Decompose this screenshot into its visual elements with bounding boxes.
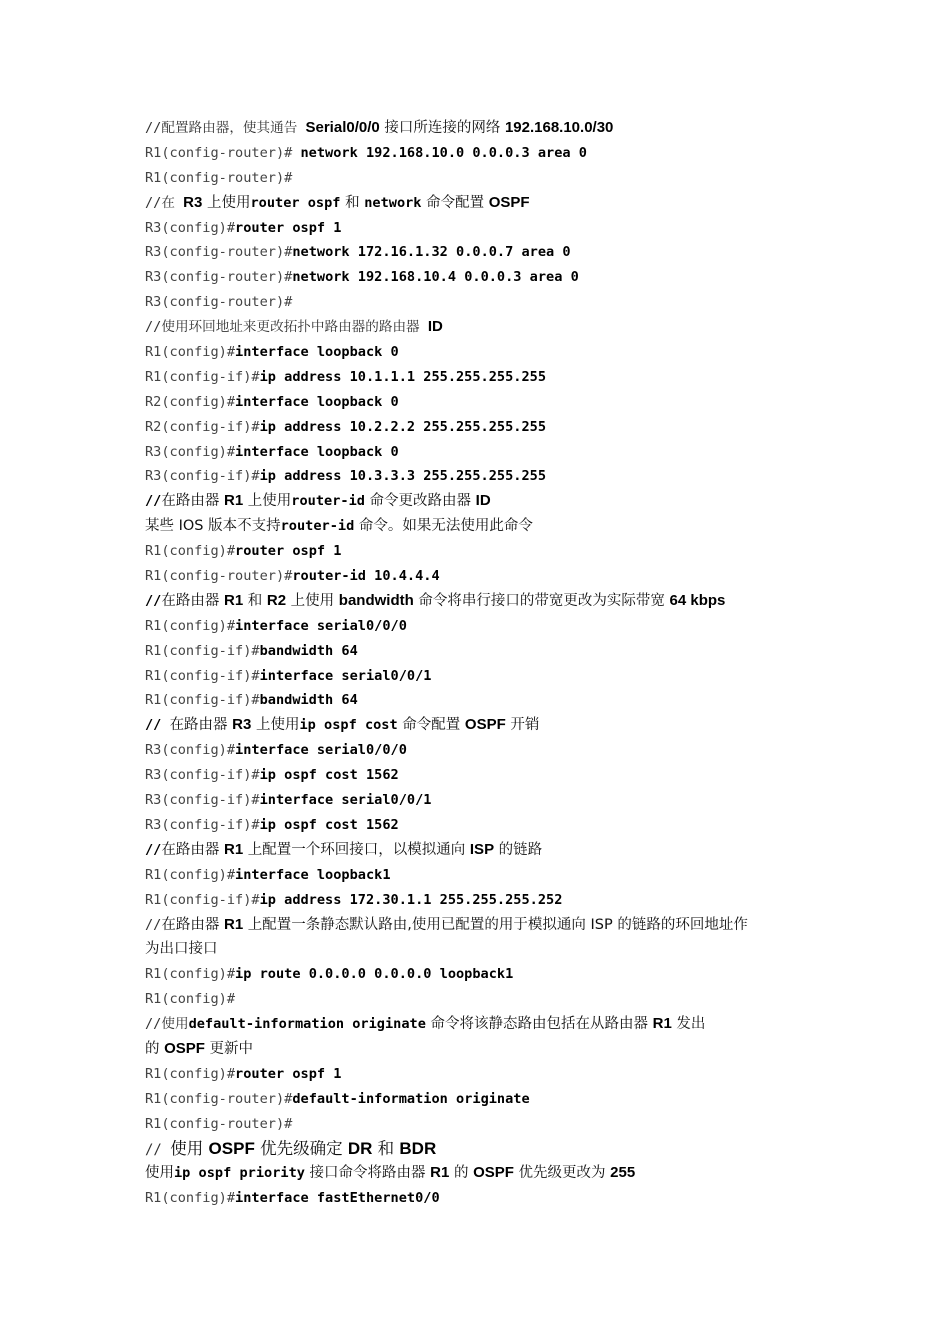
doc-line [145,1062,815,1087]
cli-command: ip address 10.2.2.2 255.255.255.255 [259,418,547,435]
doc-line [145,1161,815,1186]
text: 上使用 [251,717,300,734]
cli-prompt: R1(config)# [145,1190,236,1207]
doc-line [145,713,815,738]
bold-term: OSPF [473,1164,514,1182]
cli-command: network 172.16.1.32 0.0.0.7 area 0 [292,244,571,261]
doc-line [145,166,815,191]
bold-term: 64 kbps [669,591,726,609]
text: 的 [449,1165,474,1182]
text: 在路由器 [161,493,224,510]
comment-marker: // [145,717,170,734]
doc-line [145,962,815,987]
doc-line [145,838,815,863]
bold-term: OSPF [164,1039,205,1057]
bold-term: ID [475,492,491,510]
text: 上使用 [202,194,251,211]
bold-term: R3 [232,716,252,734]
doc-line [145,415,815,440]
doc-line [145,589,815,614]
cli-prompt: R1(config-if)# [145,368,260,385]
cli-prompt: R3(config-if)# [145,468,260,485]
bold-term: R1 [223,492,244,510]
cli-command: interface fastEthernet0/0 [235,1190,440,1207]
cli-prompt: R1(config-router)# [145,568,293,585]
comment-text: // [145,1141,171,1158]
cli-prompt: R1(config)# [145,543,236,560]
cli-command: network 192.168.10.4 0.0.0.3 area 0 [292,269,579,286]
doc-line [145,340,815,365]
text: 和 [340,194,365,211]
cli-command: router-id [291,493,365,510]
cli-prompt: R3(config-if)# [145,792,260,809]
doc-line [145,614,815,639]
cli-command: network 192.168.10.0 0.0.0.3 area 0 [300,144,587,161]
cli-prompt: R1(config)# [145,866,236,883]
text: 命令将该静态路由包括在从路由器 [425,1016,653,1033]
cli-prompt: R3(config-if)# [145,816,260,833]
cli-prompt: R1(config)# [145,991,236,1008]
cli-prompt: R3(config-if)# [145,767,260,784]
cli-prompt: R1(config-router)# [145,169,293,186]
bold-term: R1 [223,840,244,858]
bold-term: R3 [183,193,203,211]
cli-command: network [364,194,422,211]
doc-line [145,763,815,788]
cli-prompt: R1(config)# [145,1065,236,1082]
doc-line [145,191,815,216]
cli-command: ip route 0.0.0.0 0.0.0.0 loopback1 [235,966,514,983]
text: 使用 [170,1138,209,1158]
text: 接口所连接的网络 [379,120,505,136]
cli-command: ip ospf cost 1562 [259,767,399,784]
text: 命令更改路由器 [364,493,476,510]
cli-prompt: R1(config-router)# [145,1090,293,1107]
doc-line [145,639,815,664]
comment-marker: // [145,493,162,510]
doc-line [145,1012,815,1037]
doc-line [145,290,815,315]
doc-line [145,888,815,913]
cli-prompt: R1(config)# [145,966,236,983]
text: 某些 IOS 版本不支持 [145,518,281,535]
cli-prompt: R2(config)# [145,393,236,410]
text: 命令。如果无法使用此命令 [354,518,533,535]
doc-line [145,141,815,166]
bold-term: 255 [610,1164,636,1182]
bold-term: ID [427,318,443,336]
bold-term: BDR [399,1138,437,1158]
doc-line [145,738,815,763]
cli-command: interface serial0/0/1 [259,792,432,809]
comment-text: //使用 [145,1016,189,1033]
doc-line [145,564,815,589]
doc-line [145,116,815,141]
doc-line [145,788,815,813]
text: 优先级更改为 [513,1165,611,1182]
bold-term: ISP [469,840,495,858]
cli-prompt: R1(config-if)# [145,642,260,659]
doc-line [145,1087,815,1112]
cli-prompt: R2(config-if)# [145,418,260,435]
cli-command: bandwidth 64 [259,642,358,659]
comment-text: //使用环回地址来更改拓扑中路由器的路由器 [145,319,428,336]
comment-text: // [145,916,162,933]
bold-term: bandwidth [338,591,414,609]
cli-prompt: R3(config-router)# [145,244,293,261]
cli-prompt: R1(config-if)# [145,667,260,684]
document-page [145,116,815,1211]
text: 发出 [671,1016,706,1033]
doc-line [145,987,815,1012]
cli-command: interface loopback 0 [235,393,399,410]
comment-text: //在 [145,194,184,211]
cli-command: bandwidth 64 [259,692,358,709]
comment-marker: // [145,592,162,609]
cli-command: router ospf 1 [235,543,342,560]
doc-line [145,664,815,689]
cli-command: ip address 10.1.1.1 255.255.255.255 [259,368,547,385]
doc-line [145,514,815,539]
text: 和 [372,1138,400,1158]
bold-term: R1 [223,591,244,609]
cli-command: interface serial0/0/1 [259,667,432,684]
comment-text: //配置路由器，使其通告 [145,120,306,136]
cli-command: interface loopback 0 [235,344,399,361]
cli-prompt: R3(config)# [145,742,236,759]
doc-line [145,813,815,838]
cli-command: ip ospf cost 1562 [259,816,399,833]
cli-command: default-information originate [188,1016,426,1033]
cli-prompt: R3(config)# [145,443,236,460]
cli-prompt: R1(config-router)# [145,1115,293,1132]
bold-term: R2 [266,591,287,609]
cli-command: interface serial0/0/0 [235,742,407,759]
text: 命令将串行接口的带宽更改为实际带宽 [413,592,670,609]
text: 在路由器 [161,916,224,933]
text: 使用 [145,1165,174,1182]
bold-term: R1 [652,1015,672,1033]
text: 命令配置 [397,717,465,734]
cli-command: default-information originate [292,1090,530,1107]
text: 的 [145,1040,165,1057]
doc-line [145,440,815,465]
cli-command: router-id [280,518,355,535]
bold-term: 192.168.10.0/30 [504,119,614,136]
doc-line [145,1112,815,1137]
doc-line [145,464,815,489]
cli-command: router ospf [250,194,341,211]
doc-line [145,365,815,390]
doc-line [145,390,815,415]
cli-command: interface loopback1 [235,866,391,883]
doc-line [145,216,815,241]
text: 上配置一条静态默认路由,使用已配置的用于模拟通向 ISP 的链路的环回地址作 [243,916,748,933]
text: 命令配置 [421,194,489,211]
doc-line [145,863,815,888]
comment-marker: // [145,841,162,858]
cli-command: router ospf 1 [235,1065,342,1082]
doc-line [145,1037,815,1062]
doc-line [145,265,815,290]
doc-line [145,489,815,514]
text: 优先级确定 [254,1138,348,1158]
cli-command: ip address 10.3.3.3 255.255.255.255 [259,468,547,485]
doc-line [145,688,815,713]
doc-line [145,913,815,938]
cli-command: ip ospf cost [299,717,398,734]
cli-command: interface loopback 0 [235,443,399,460]
text: 上配置一个环回接口，以模拟通向 [243,841,470,858]
bold-term: R1 [430,1164,450,1182]
text: 上使用 [243,493,292,510]
text: 更新中 [204,1040,254,1057]
cli-command: router ospf 1 [235,219,342,236]
text: 的链路 [494,841,543,858]
text: 上使用 [286,592,339,609]
cli-prompt: R1(config)# [145,344,236,361]
text: 在路由器 [161,841,224,858]
cli-prompt: R1(config-router)# [145,144,301,161]
cli-prompt: R1(config-if)# [145,692,260,709]
doc-line [145,1137,815,1162]
text: 在路由器 [161,592,224,609]
doc-line [145,1186,815,1211]
cli-prompt: R1(config)# [145,617,236,634]
cli-prompt: R3(config-router)# [145,269,293,286]
cli-prompt: R3(config-router)# [145,294,293,311]
doc-line [145,315,815,340]
text: 开销 [505,717,540,734]
doc-line [145,539,815,564]
text: 为出口接口 [145,941,218,958]
text: 在路由器 [169,717,233,734]
bold-term: R1 [223,915,244,933]
bold-term: OSPF [208,1138,255,1158]
bold-term: Serial0/0/0 [305,119,380,136]
bold-term: DR [347,1138,373,1158]
cli-command: ip ospf priority [174,1165,305,1182]
cli-prompt: R1(config-if)# [145,891,260,908]
cli-command: router-id 10.4.4.4 [292,568,440,585]
bold-term: OSPF [464,716,506,734]
text: 和 [243,592,267,609]
cli-command: ip address 172.30.1.1 255.255.255.252 [259,891,563,908]
text: 接口命令将路由器 [304,1165,431,1182]
cli-command: interface serial0/0/0 [235,617,407,634]
cli-prompt: R3(config)# [145,219,236,236]
doc-line [145,240,815,265]
doc-line [145,937,815,962]
bold-term: OSPF [488,193,530,211]
